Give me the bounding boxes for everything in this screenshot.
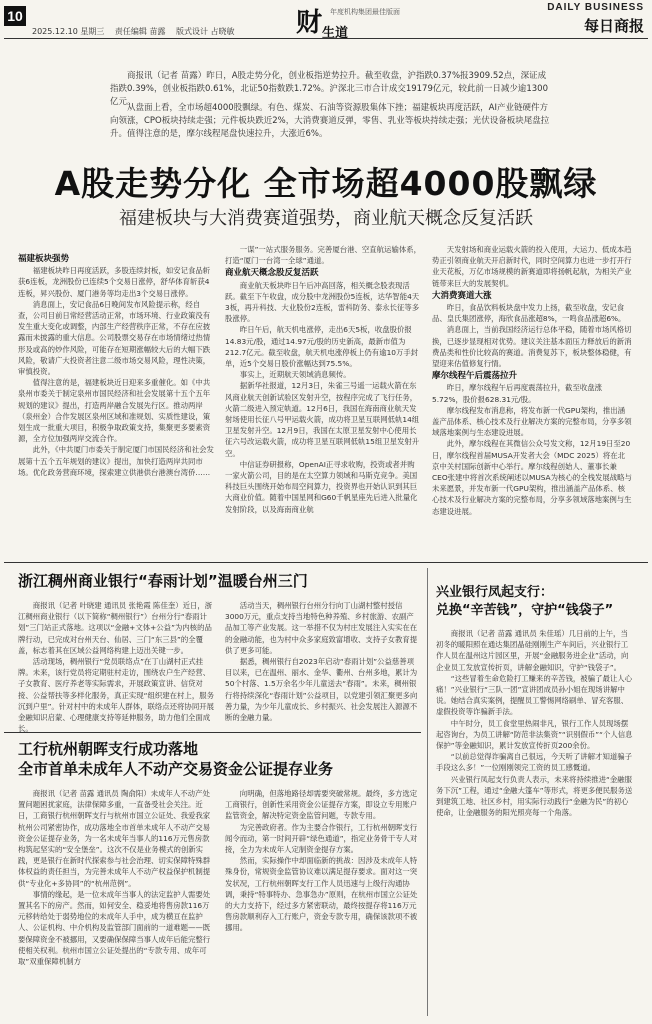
paragraph: 事情的缘起，是一位未成年当事人的法定监护人需要处置其名下的房产。然而，如何安全、稳妥地将售房款116万元移转给处于弱势地位的未成年人手中，成为横亘在监护人、公证机构、中介机构及监管部门面前的一道难题——既要保障资金不被挪用，又要确保保障当事人成年后能完整行使相关权利。杭州市国立公证处提出的“专款专用、成年可取”双重保障机制方 bbox=[18, 889, 211, 967]
issue-date: 2025.12.10 星期三 bbox=[32, 27, 105, 36]
main-article-column-1 bbox=[18, 252, 214, 557]
paragraph: 事实上，近期航天领域消息频传。 bbox=[239, 370, 351, 380]
article-4-title-line-1: 兴业银行凤起支行： bbox=[436, 585, 554, 600]
section-heading: 福建板块强势 bbox=[18, 254, 70, 264]
article-rule bbox=[4, 732, 421, 733]
paragraph: 然而，实际操作中却面临新的挑战：因涉及未成年人特殊身份，常规资金监管协议难以满足提存要求。面对这一突发状况，工行杭州朝晖支行工作人员迅速与上级行沟通协调，秉持“特事特办、急事急办”原则，在杭州市国立公证处的大力支持下，经过多方紧密联动，最终按提存将116万元售房款顺利存入工行账户，资金专款专用，确保该款项不被挪用。 bbox=[225, 856, 418, 933]
paragraph: 据悉，稠州银行自2023年启动“春雨计划”公益慈善项目以来，已在温州、丽水、金华、衢州、台州多地，累计为50个村落、1.5万余名少年儿童送去“春雨”。未来，稠州银行将持续深化“春雨计划”公益项目，以党建引领汇聚更多向善力量，为少年儿童成长、乡村振兴、社会发展注入源源不断的金融力量。 bbox=[225, 657, 418, 723]
paragraph: 中信证券研报称，OpenAI正寻求收购，投资或者并购一家火箭公司，目的是在太空算力领域和马斯克竞争。美国科技巨头围绕开始布局空间算力，投资界也开始认识到其巨大商业价值。随着中国星网和G60千帆星座先后进入批量化发射阶段，以及海南商业航 bbox=[225, 459, 418, 514]
main-subhead: 福建板块与大消费赛道强势，商业航天概念反复活跃 bbox=[119, 208, 533, 229]
paragraph: 此外，摩尔线程在其微信公众号发文称，12月19日至20日，摩尔线程首届MUSA开发者大会（MDC 2025）将在北京中关村国际创新中心举行。摩尔线程创始人、董事长兼CEO张建中将首次系统阐述以MUSA为核心的全栈发展战略与未来愿景，并发布新一代GPU架构，推出涵盖产品体系、核心技术及行业解决方案的完整布局，分享多领域落地案例与生态建设进展。 bbox=[432, 439, 632, 516]
paragraph: 活动当天，稠州银行台州分行向丁山湖村整村授信3000万元，重点支持当地特色种养殖、乡村旅游、农副产品加工等产业发展。这一举措不仅为村庄发展注入实实在在的金融动能，也为村中众多家庭致富增收、支持子女教育提供了更多可能。 bbox=[225, 601, 418, 655]
column-divider bbox=[427, 568, 428, 1016]
paragraph: 摩尔线程发布消息称，将发布新一代GPU架构，推出涵盖产品体系、核心技术及行业解决方案的完整布局，分享多领域落地案例与生态建设进展。 bbox=[432, 405, 632, 438]
section-heading: 商业航天概念股反复活跃 bbox=[225, 268, 319, 279]
article-3-title-line-2: 全市首单未成年人不动产交易资金公证提存业务 bbox=[18, 760, 334, 778]
page-number: 10 bbox=[4, 6, 26, 26]
paragraph: “这些冒着生命危险打工赚来的辛苦钱，被骗了最让人心痛！”兴业银行“三队一团”宣讲团成员孙小姐在现场讲解中说。她结合真实案例，提醒员工警惕网络刷单、冒充客服、虚假投资等诈骗新手法。 bbox=[436, 673, 633, 717]
lead-paragraph-1: 商报讯（记者 苗露）昨日，A股走势分化，创业板指逆势拉升。截至收盘，沪指跌0.37%报3909.52点，深证成指跌0.39%，创业板指跌0.61%，北证50指数跌1.72%。沪深北三市合计成交19179亿元，较此前一日减少逾1300亿元。 bbox=[110, 71, 548, 107]
paragraph: 天发射场和商业运载火箭的投入使用，大运力、低成本趋势正引领商业航天开启新时代，同时空间算力也进一步打开行业天花板，万亿市场规模的新赛道即将扬帆起航，为相关产业链带来巨大的发展契机。 bbox=[432, 245, 632, 288]
main-article-column-2 bbox=[225, 244, 421, 557]
main-headline: A股走势分化 全市场超4000股飘绿 bbox=[54, 164, 598, 203]
article-3-column-1 bbox=[18, 788, 214, 1016]
section-logo: 财 bbox=[296, 8, 323, 38]
paragraph: 商业航天板块昨日午后冲高回落，相关概念股表现活跃。截至下午收盘，成分股中龙洲股份5连板，达华智能4天3板，再升科技、大业股份2连板，雷科防务、泰永长征等多股涨停。 bbox=[225, 280, 420, 324]
lead-paragraph-2: 从盘面上看，全市场超4000股飘绿。有色、煤炭、石油等资源股集体下挫；福建板块再度活跃，AI产业链硬件方向领涨，CPO板块持续走强；元件板块跌近2%，大消费赛道反弹，零售、乳业等板块持续走强；光伏设备板块尾盘拉升。值得注意的是，摩尔线程尾盘快速拉升，大涨近6%。 bbox=[110, 103, 550, 139]
section-heading: 摩尔线程午后震荡拉升 bbox=[432, 371, 518, 382]
paragraph: 向明确，但落地路径却需要突破常规。最终，多方选定工商银行，创新性采用资金公证提存方案，即设立专用账户监管资金，解决特定资金监管问题，专款专用。 bbox=[225, 789, 418, 821]
paper-name: 每日商报 bbox=[583, 17, 644, 35]
paragraph: “以前总觉得诈骗离自己很远，今天听了讲解才知道骗子手段这么多！”一位刚刚领完工资的员工感慨道。 bbox=[436, 752, 633, 773]
paragraph: 消息面上，安记食品6日晚间发布风险提示称，经自查，公司目前日常经营活动正常，市场环境、行业政策没有发生重大变化或调整，内部生产经营秩序正常，不存在应披露而未披露的重大信息。公司股票交易存在市场情绪过热情形及或高的炒作风险，可能存在短期涨幅较大后的大幅下跌风险，敬请广大投资者注意二级市场交易风险，理性决策，审慎投资。 bbox=[18, 299, 211, 377]
paragraph: 活动现场，稠州银行“党员联络点”在丁山湖村正式挂牌。未来，该行党员将定期驻村走访，围绕农户生产经营、子女教育、医疗养老等实际需求，开展政策宣讲、信贷对接、公益帮扶等多样化服务，真正实现“组织建在村上，服务沉到户里”。针对村中的未成年人群体，联络点还将协同开展金融知识启蒙、心理健康支持等延伸服务，助力他们全面成长。 bbox=[18, 657, 214, 734]
article-2-column-2 bbox=[225, 600, 421, 726]
paragraph: 消息面上，当前我国经济运行总体平稳，随着市场风格切换，已逐步显现相对优势。建议关注基本面压力释放后的新消费品类和性价比较高的赛道。消费复苏下，板块整体稳健，有望迎来估值修复行情。 bbox=[432, 325, 632, 369]
article-3-column-2 bbox=[225, 788, 421, 1016]
designer-credit: 版式设计 占晓敏 bbox=[176, 27, 235, 36]
paragraph: 一谋”一站式服务服务。完善厦台港、空直航运输体系，打造“厦门一台湾一全球”通道。 bbox=[225, 245, 422, 266]
article-2-column-1 bbox=[18, 600, 214, 734]
article-2-title: 浙江稠州商业银行“春雨计划”温暖台州三门 bbox=[18, 572, 308, 590]
paragraph: 兴业银行凤起支行负责人表示，未来将持续推进“金融服务下沉”工程，通过“金融大篷车”等形式，将更多便民服务送到建筑工地、社区乡村，用实际行动践行“金融为民”的初心使命，让金融服务的阳光照亮每一个角落。 bbox=[436, 774, 633, 818]
section-rule bbox=[4, 562, 648, 563]
header-rule bbox=[4, 38, 648, 39]
paragraph: 值得注意的是，福建板块近日迎来多重催化。如《中共泉州市委关于制定泉州市国民经济和社会发展第十五个五年规划的建议》提出，打造两岸融合发展先行区。推动两岸（泉州金）合作发展区泉州区域和准规划、实质性建设，策划生成一批重大项目，积极争取政策支持，集聚更多要素资源，全方位加强两岸交流合作。 bbox=[18, 378, 211, 444]
paragraph: 商报讯（记者 苗露 通讯员 陶俞阳）未成年人不动产处置问题困扰家庭，法律保障多重，一直备受社会关注。近日，工商银行杭州朝晖支行与杭州市国立公证处、我爱我家杭州公司紧密协作，成功落地全市首单未成年人不动产交易资金公证提存业务，为一名未成年当事人的116万元售房款构筑起坚实的“安全堡垒”。这次不仅是业务模式的创新实践，更是银行在新时代探索参与社会治理、切实保障特殊群体权益的责任担当，为完善未成年人不动产权益保护机制提供“专业化+多协同”的“杭州范例”。 bbox=[18, 789, 211, 888]
section-award: 年度机构集团最佳版面 bbox=[330, 8, 400, 16]
paragraph: 福建板块昨日再度活跃，多股连续封板，如安记食品斩获6连板，龙洲股份已连续5个交易日涨停，舒华体育斩获4连板，昇兴股份、厦门港务等均走出3个交易日涨停。 bbox=[18, 266, 211, 298]
paragraph: 昨日午后，航天机电涨停，走出6天5板，收盘股价报14.83元/股，通过14.97元/股的历史新高，最新市值为212.7亿元。截至收盘，航天机电涨停板上仍有逾10万手封单，近5个交易日股价涨幅达到75.5%。 bbox=[225, 325, 419, 369]
paragraph: 昨日，食品饮料板块盘中发力上扬，截至收盘，安记食品、皇氏集团涨停，海欣食品涨超8%，一鸣食品涨超6%。 bbox=[432, 303, 626, 324]
article-4-title-line-2: 兑换“辛苦钱”，守护“钱袋子” bbox=[436, 603, 614, 618]
paragraph: 据新华社报道，12月3日，朱雀三号遥一运载火箭在东风商业航天创新试验区发射升空，按程序完成了飞行任务，火箭二级进入预定轨道。12月6日，我国在海南商业航天发射场使用长征八号甲运载火箭，成功将卫星互联网低轨14组卫星发射升空。12月9日，我国在太原卫星发射中心使用长征六号改运载火箭，成功将卫星互联网低轨15组卫星发射升空。 bbox=[225, 381, 420, 458]
paragraph: 为完善政府者。作为主要合作银行，工行杭州朝晖支行闻令而动，第一时间开辟“绿色通道”，指定业务骨干专人对接，全力为未成年人定制资金提存方案。 bbox=[225, 822, 418, 855]
section-heading: 大消费赛道大涨 bbox=[432, 290, 492, 301]
paragraph: 中午时分，员工食堂里热闹非凡，银行工作人员现场摆起咨询台，为员工讲解“防范非法集资”“识别假币”“个人信息保护”等金融知识，累计发放宣传折页200余份。 bbox=[436, 718, 633, 751]
paper-english-name: DAILY BUSINESS bbox=[547, 2, 644, 13]
paragraph: 商报讯（记者 叶晓建 通讯员 张艳霞 陈佳奎）近日，浙江稠州商业银行（以下简称“稠州银行”）台州分行“春雨计划”三门站正式落地。这项以“金融+文体+公益”为内核的品牌行动，已完成对台州天台、仙居、三门“东三县”的全覆盖，标志着其在区域公益网络构建上迈出关键一步。 bbox=[18, 601, 213, 655]
issue-info bbox=[32, 26, 243, 37]
main-article-column-3 bbox=[432, 244, 632, 557]
paragraph: 昨日，摩尔线程午后再度震荡拉升，截至收盘涨5.72%，股价报628.31元/股。 bbox=[432, 383, 603, 404]
editor-credit: 责任编辑 苗露 bbox=[114, 27, 166, 36]
article-3-title-line-1: 工行杭州朝晖支行成功落地 bbox=[18, 740, 199, 758]
section-name: 生道 bbox=[322, 26, 349, 41]
paragraph: 商报讯（记者 苗露 通讯员 朱佳瑶）几日前的上午，当初冬的暖阳照在通达集团晶硅刚刚生产车间后，兴业银行工作人员在温州这片园区里，开展“金融服务进企业”活动，向企业员工发放宣传折页，讲解金融知识，守护“钱袋子”。 bbox=[436, 629, 629, 672]
paragraph: 此外，《中共厦门市委关于制定厦门市国民经济和社会发展第十五个五年规划的建议》提出，加快打造两岸共同市场。优化政务营商环境，探索建立供港供台港澳台湾侨…… bbox=[18, 445, 214, 477]
article-4-column bbox=[436, 628, 634, 1018]
